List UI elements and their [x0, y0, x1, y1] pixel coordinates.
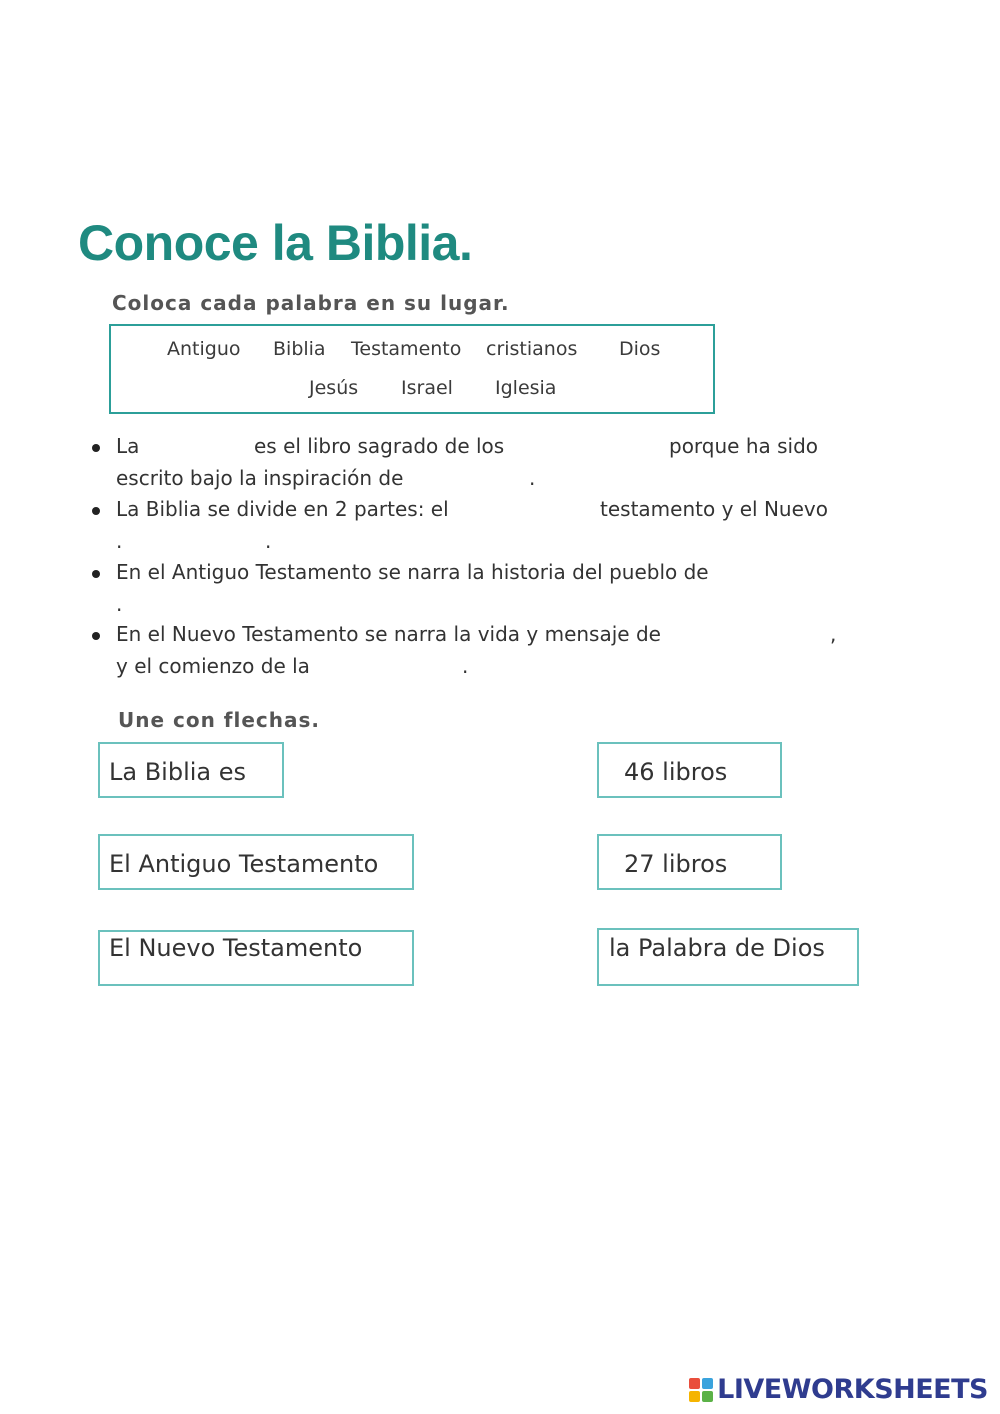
sentence2-part-c: .	[116, 529, 123, 553]
match-left-antiguo[interactable]: El Antiguo Testamento	[98, 834, 414, 890]
word-dios[interactable]: Dios	[619, 338, 661, 360]
sentence4-part-c: y el comienzo de la	[116, 654, 310, 678]
brand-name: LIVEWORKSHEETS	[717, 1374, 988, 1405]
word-testamento[interactable]: Testamento	[351, 338, 462, 360]
liveworksheets-grid-icon	[689, 1378, 713, 1402]
match-right-palabra[interactable]: la Palabra de Dios	[597, 928, 859, 986]
sentence4-part-b: ,	[830, 622, 837, 646]
instruction-fill-in: Coloca cada palabra en su lugar.	[112, 291, 510, 315]
bullet	[92, 570, 100, 578]
sentence2-part-d: .	[265, 529, 272, 553]
sentence3-part-b: .	[116, 592, 123, 616]
sentence4-part-d: .	[462, 654, 469, 678]
word-cristianos[interactable]: cristianos	[486, 338, 578, 360]
sentence2-part-b: testamento y el Nuevo	[600, 497, 828, 521]
word-biblia[interactable]: Biblia	[273, 338, 326, 360]
bullet	[92, 632, 100, 640]
word-antiguo[interactable]: Antiguo	[167, 338, 241, 360]
word-bank	[109, 324, 715, 414]
match-left-nuevo[interactable]: El Nuevo Testamento	[98, 930, 414, 986]
sentence1-part-e: .	[529, 466, 536, 490]
word-jesus[interactable]: Jesús	[309, 377, 359, 399]
sentence1-part-a: La	[116, 434, 140, 458]
sentence2-part-a: La Biblia se divide en 2 partes: el	[116, 497, 449, 521]
sentence4-part-a: En el Nuevo Testamento se narra la vida y mensaje de	[116, 622, 661, 646]
word-israel[interactable]: Israel	[401, 377, 453, 399]
match-right-46[interactable]: 46 libros	[597, 742, 782, 798]
sentence1-part-c: porque ha sido	[669, 434, 819, 458]
sentence3-part-a: En el Antiguo Testamento se narra la historia del pueblo de	[116, 560, 709, 584]
liveworksheets-logo	[689, 1374, 988, 1405]
sentence1-part-b: es el libro sagrado de los	[254, 434, 505, 458]
match-right-27[interactable]: 27 libros	[597, 834, 782, 890]
instruction-match: Une con flechas.	[118, 708, 321, 732]
sentence1-part-d: escrito bajo la inspiración de	[116, 466, 404, 490]
bullet	[92, 507, 100, 515]
bullet	[92, 444, 100, 452]
page-title: Conoce la Biblia.	[78, 215, 473, 271]
match-left-biblia[interactable]: La Biblia es	[98, 742, 284, 798]
word-iglesia[interactable]: Iglesia	[495, 377, 557, 399]
